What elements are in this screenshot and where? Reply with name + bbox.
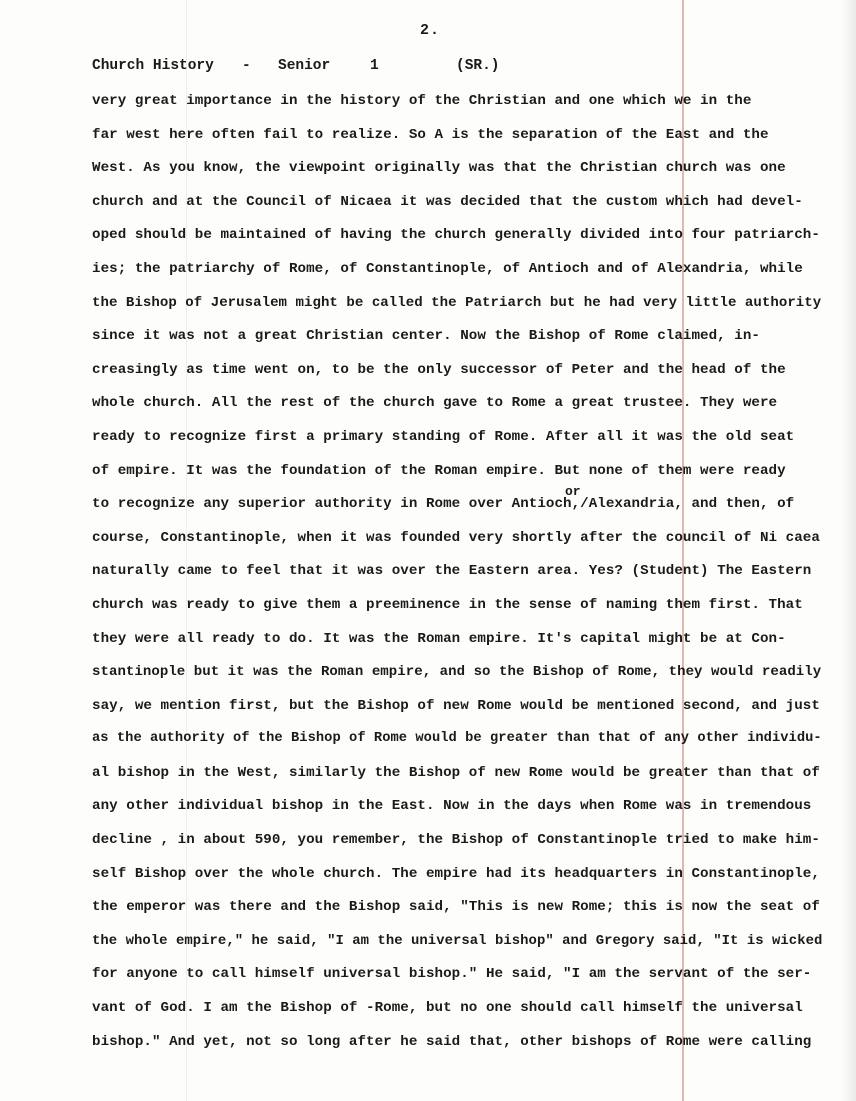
header-course: Church History: [92, 58, 214, 74]
text-line: to recognize any superior authority in Rome over Antioch,/Alexandria, and then, of: [92, 496, 795, 513]
text-line: West. As you know, the viewpoint originally was that the Christian church was one: [92, 160, 786, 177]
text-line: for anyone to call himself universal bishop." He said, "I am the servant of the ser-: [92, 966, 812, 983]
text-line: self Bishop over the whole church. The empire had its headquarters in Constantinople,: [92, 865, 820, 882]
text-line: since it was not a great Christian center. Now the Bishop of Rome claimed, in-: [92, 328, 760, 345]
text-line: creasingly as time went on, to be the only successor of Peter and the head of the: [92, 361, 786, 378]
text-line: church was ready to give them a preeminence in the sense of naming them first. That: [92, 596, 803, 613]
text-line: the whole empire," he said, "I am the universal bishop" and Gregory said, "It is wicked: [92, 932, 823, 949]
text-line: church and at the Council of Nicaea it was decided that the custom which had devel-: [92, 193, 803, 210]
text-line: say, we mention first, but the Bishop of new Rome would be mentioned second, and just: [92, 697, 820, 714]
text-line: of empire. It was the foundation of the Roman empire. But none of them were ready: [92, 462, 786, 479]
text-line: al bishop in the West, similarly the Bishop of new Rome would be greater than that of: [92, 764, 820, 781]
text-line: the Bishop of Jerusalem might be called the Patriarch but he had very little authority: [92, 294, 822, 311]
text-line: whole church. All the rest of the church gave to Rome a great trustee. They were: [92, 395, 778, 412]
text-line: naturally came to feel that it was over the Eastern area. Yes? (Student) The Eastern: [92, 563, 812, 580]
text-line: the emperor was there and the Bishop said, "This is new Rome; this is now the seat of: [92, 899, 820, 916]
header-level: Senior: [278, 58, 331, 74]
text-line: oped should be maintained of having the church generally divided into four patriarch-: [92, 227, 820, 244]
text-line: far west here often fail to realize. So A is the separation of the East and the: [92, 126, 769, 143]
text-line: bishop." And yet, not so long after he said that, other bishops of Rome were calling: [92, 1033, 812, 1050]
page-edge-shadow: [842, 0, 856, 1101]
text-line: course, Constantinople, when it was founded very shortly after the council of Ni caea: [92, 529, 820, 546]
text-line: they were all ready to do. It was the Roman empire. It's capital might be at Con-: [92, 630, 786, 647]
text-line: any other individual bishop in the East. Now in the days when Rome was in tremendous: [92, 798, 812, 815]
text-line: ies; the patriarchy of Rome, of Constantinople, of Antioch and of Alexandria, while: [92, 260, 803, 277]
text-line: decline , in about 590, you remember, the Bishop of Constantinople tried to make him-: [92, 832, 820, 849]
body-text: [92, 92, 822, 1066]
header-dash: -: [242, 58, 251, 74]
header-code: (SR.): [456, 58, 500, 74]
header-number: 1: [370, 58, 379, 74]
text-line: vant of God. I am the Bishop of -Rome, but no one should call himself the universal: [92, 1000, 803, 1017]
text-line: stantinople but it was the Roman empire, and so the Bishop of Rome, they would readily: [92, 664, 822, 681]
text-line: as the authority of the Bishop of Rome would be greater than that of any other individu-: [92, 731, 822, 747]
text-line: ready to recognize first a primary standing of Rome. After all it was the old seat: [92, 428, 795, 445]
page-number: 2.: [420, 22, 441, 39]
interlinear-insertion: or: [565, 484, 581, 499]
text-line: very great importance in the history of the Christian and one which we in the: [92, 93, 752, 109]
